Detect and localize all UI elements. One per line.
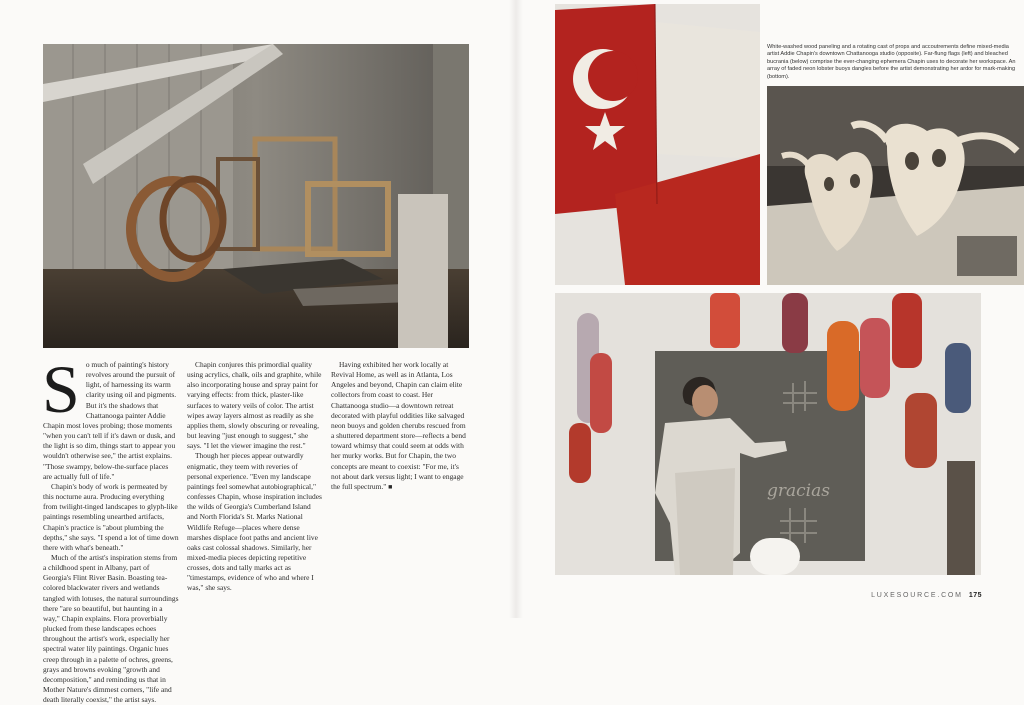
paragraph-5-text: Though her pieces appear outwardly enigmatic, they teem with reveries of personal experience. "Even my landscape paintings feel somewhat autobiographical," confesses Chapin, whose inspiration includes the wilds of Georgia's Cumberland Island and North Florida's St. Marks National Wildlife Refuge—places where dense marshes displace foot paths and ancient live oaks cast colossal shadows. Similarly, her mixed-media pieces depicting repetitive crosses, dots and tally marks act as "timestamps, evidence of who and where I was," she says. [187,451,322,593]
studio-photo [43,44,469,348]
article-column-3 [331,360,467,492]
article-column-2 [187,360,323,594]
page-footer [871,592,982,599]
article-paragraph-2: Chapin's body of work is permeated by this nocturne aura. Producing everything from twilight-tinged landscapes to glyph-like paintings resembling unearthed artifacts, Chapin's practice is "about plumbing the depths," she says. "I spend a lot of time down there with what's beneath." [43,481,179,552]
flags-photo [555,4,760,285]
photo-caption: White-washed wood paneling and a rotating cast of props and accoutrements define mixed-media artist Addie Chapin's downtown Chattanooga studio (opposite). Far-flung flags (left) and bleached bucrania (below) comprise the ever-changing ephemera Chapin uses to decorate her workspace. An array of faded neon lobster buoys dangles before the artist demonstrating her ardor for mark-making (bottom). [767,44,1016,80]
article-column-1 [42,351,179,705]
article-paragraph-4: Chapin conjures this primordial quality using acrylics, chalk, oils and graphite, while also incorporating house and spray paint for varying effects: from thick, plaster-like surfaces to watery veils of color. The artist wipes away layers almost as readily as she applies them, slowly obscuring or revealing, but leaving "just enough to suggest," she says. "I let the viewer imagine the rest." [187,360,322,451]
paragraph-6-text: Having exhibited her work locally at Revival Home, as well as in Atlanta, Los Angeles and beyond, Chapin can claim elite collectors from coast to coast. Her Chattanooga studio—a downtown retreat decorated with playful oddities like salvaged neon buoys and golden cherubs rescued from a shuttered department store—reflects a bend toward whimsy that could seem at odds with her murky works. But for Chapin, the two concepts are meant to coexist: "For me, it's not about dark versus light; I want to engage the full spectrum." [331,360,466,491]
article-paragraph-6 [331,360,467,492]
page-number: 175 [968,592,982,599]
artwork-text: gracias [767,481,830,501]
page-gutter [509,0,523,618]
paragraph-1-text: o much of painting's history revolves around the pursuit of light, of harnessing its warm clarity using oil and pigments. But it's the shadows that Chattanooga painter Addie Chapin most loves probing; those moments "when you can't tell if it's dawn or dusk, and the light is so dim, things start to appear you wouldn't otherwise see," the artist explains. "Those swampy, below-the-surface places are actually full of life." [43,360,177,481]
article-paragraph-3: Much of the artist's inspiration stems from a childhood spent in Albany, part of Georgia's Flint River Basin. Boasting tea-colored blackwater rivers and wetlands tangled with lotuses, the natural surroundings there "are so beautiful, but haunting in a way," Chapin explains. Flora proverbially plucked from these landscapes echoes throughout the artist's work, especially her spectral water lily paintings. Organic hues creep through in a palette of ochres, greens, grays and browns evoking "growth and decomposition," and reminding us that in Mother Nature's dimmest corners, "life and death literally coexist," the artist says. [43,552,179,705]
end-mark-icon: ■ [388,482,393,491]
drop-cap: S [42,351,80,427]
article-paragraph-5 [187,451,323,593]
article-paragraph-1 [42,351,179,482]
skulls-photo [767,86,1024,285]
artist-photo [555,293,981,575]
footer-site: LUXESOURCE.COM [871,592,963,599]
